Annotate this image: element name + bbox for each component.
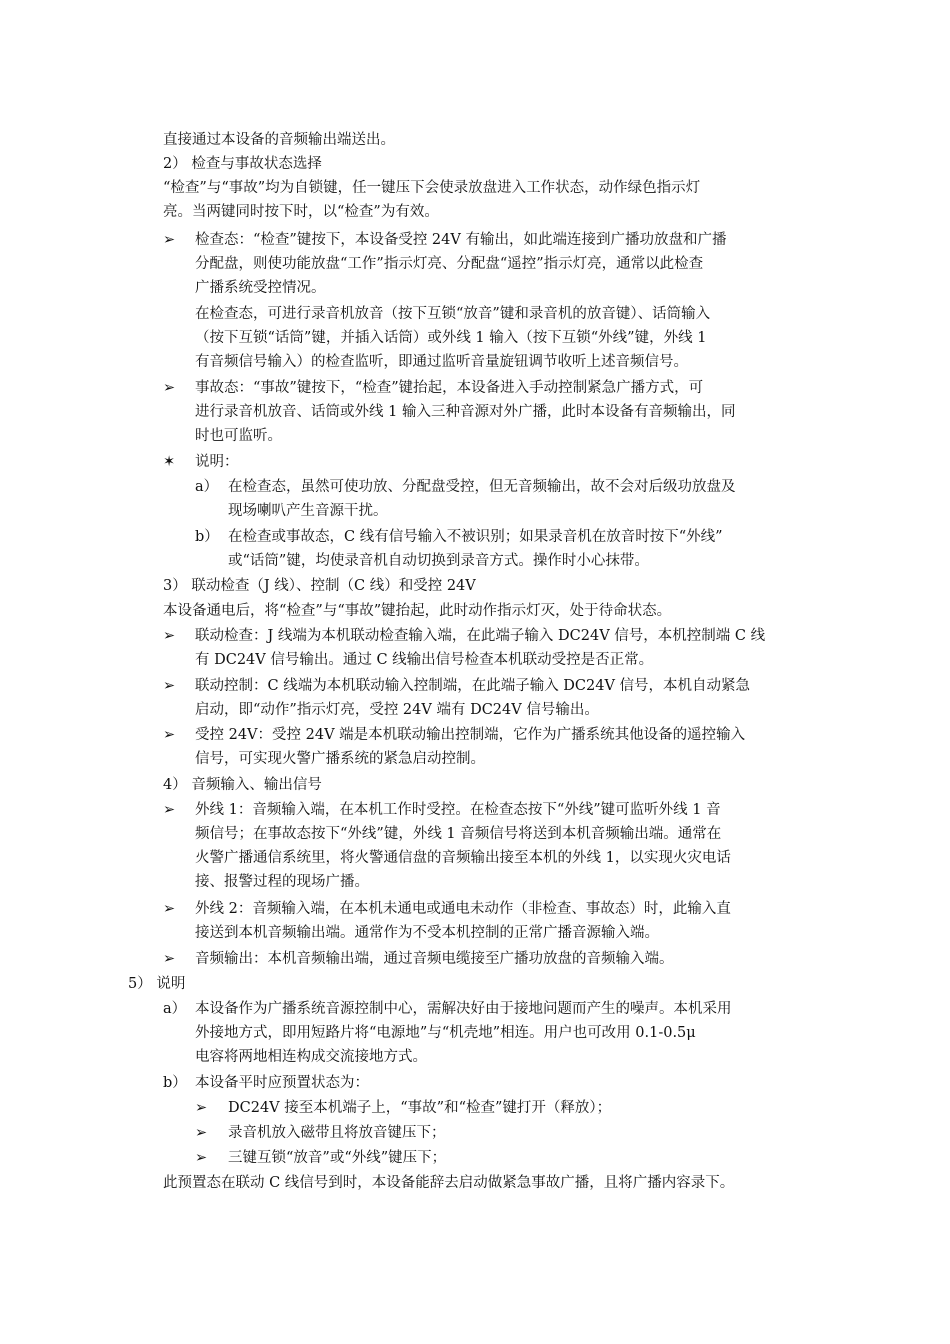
bullet-text: 信号，可实现火警广播系统的紧急启动控制。: [195, 751, 485, 767]
bullet-text: 接、报警过程的现场广播。: [195, 874, 369, 890]
list-item-text: 本设备作为广播系统音源控制中心，需解决好由于接地问题而产生的噪声。本机采用: [195, 1001, 732, 1017]
bullet-text: 录音机放入磁带且将放音键压下；: [228, 1125, 446, 1141]
bullet-arrow-icon: ➢: [195, 1100, 208, 1116]
list-marker-a: a）: [163, 1001, 187, 1017]
bullet-arrow-icon: ➢: [163, 232, 176, 248]
bullet-text: 联动控制：C 线端为本机联动输入控制端，在此端子输入 DC24V 信号，本机自动紧急: [195, 678, 751, 694]
bullet-text: 广播系统受控情况。: [195, 280, 326, 296]
paragraph-line: “检查”与“事故”均为自锁键，任一键压下会使录放盘进入工作状态，动作绿色指示灯: [163, 180, 701, 196]
section-heading-2: 2） 检查与事故状态选择: [163, 156, 322, 172]
bullet-arrow-icon: ➢: [163, 628, 176, 644]
paragraph-line: 此预置态在联动 C 线信号到时，本设备能辞去启动做紧急事故广播，且将广播内容录下。: [163, 1175, 735, 1191]
list-marker-a: a）: [195, 479, 219, 495]
bullet-text: 三键互锁“放音”或“外线”键压下；: [228, 1150, 447, 1166]
list-marker-b: b）: [163, 1075, 187, 1091]
bullet-text: 频信号；在事故态按下“外线”键，外线 1 音频信号将送到本机音频输出端。通常在: [195, 826, 722, 842]
bullet-text: 有 DC24V 信号输出。通过 C 线输出信号检查本机联动受控是否正常。: [195, 652, 654, 668]
list-item-text: 本设备平时应预置状态为：: [195, 1075, 369, 1091]
bullet-text: 音频输出：本机音频输出端，通过音频电缆接至广播功放盘的音频输入端。: [195, 951, 674, 967]
paragraph-line: 亮。当两键同时按下时，以“检查”为有效。: [163, 204, 439, 220]
section-heading-4: 4） 音频输入、输出信号: [163, 777, 322, 793]
list-item-text: 电容将两地相连构成交流接地方式。: [195, 1049, 427, 1065]
bullet-text: （按下互锁“话筒”键，并插入话筒）或外线 1 输入（按下互锁“外线”键，外线 1: [195, 330, 707, 346]
list-item-text: 在检查或事故态，C 线有信号输入不被识别；如果录音机在放音时按下“外线”: [228, 529, 723, 545]
list-marker-b: b）: [195, 529, 219, 545]
bullet-text: 进行录音机放音、话筒或外线 1 输入三种音源对外广播，此时本设备有音频输出，同: [195, 404, 736, 420]
bullet-text: 外线 1：音频输入端，在本机工作时受控。在检查态按下“外线”键可监听外线 1 音: [195, 802, 721, 818]
bullet-text: 启动，即“动作”指示灯亮，受控 24V 端有 DC24V 信号输出。: [195, 702, 599, 718]
bullet-text: 外线 2：音频输入端，在本机未通电或通电未动作（非检查、事故态）时，此输入直: [195, 901, 731, 917]
bullet-text: 联动检查：J 线端为本机联动检查输入端，在此端子输入 DC24V 信号，本机控制端 C 线: [195, 628, 766, 644]
paragraph-line: 本设备通电后，将“检查”与“事故”键抬起，此时动作指示灯灭，处于待命状态。: [163, 603, 672, 619]
list-item-text: 或“话筒”键，均使录音机自动切换到录音方式。操作时小心抹带。: [228, 553, 649, 569]
bullet-text: 在检查态，可进行录音机放音（按下互锁“放音”键和录音机的放音键）、话筒输入: [195, 306, 711, 322]
list-item-text: 外接地方式，即用短路片将“电源地”与“机壳地”相连。用户也可改用 0.1-0.5μ: [195, 1025, 696, 1041]
bullet-arrow-icon: ➢: [163, 901, 176, 917]
note-label: 说明：: [195, 454, 239, 470]
bullet-text: DC24V 接至本机端子上，“事故”和“检查”键打开（释放）；: [228, 1100, 612, 1116]
section-heading-3: 3） 联动检查（J 线）、控制（C 线）和受控 24V: [163, 578, 476, 594]
section-heading-5: 5） 说明: [128, 976, 186, 992]
bullet-text: 检查态：“检查”键按下，本设备受控 24V 有输出，如此端连接到广播功放盘和广播: [195, 232, 727, 248]
list-item-text: 现场喇叭产生音源干扰。: [228, 503, 388, 519]
bullet-arrow-icon: ➢: [163, 802, 176, 818]
bullet-text: 有音频信号输入）的检查监听，即通过监听音量旋钮调节收听上述音频信号。: [195, 354, 688, 370]
bullet-text: 时也可监听。: [195, 428, 282, 444]
bullet-text: 事故态：“事故”键按下，“检查”键抬起，本设备进入手动控制紧急广播方式，可: [195, 380, 704, 396]
bullet-arrow-icon: ➢: [163, 727, 176, 743]
note-star-icon: ✶: [163, 454, 176, 470]
bullet-text: 分配盘，则使功能放盘“工作”指示灯亮、分配盘“遥控”指示灯亮，通常以此检查: [195, 256, 704, 272]
bullet-arrow-icon: ➢: [195, 1125, 208, 1141]
bullet-arrow-icon: ➢: [195, 1150, 208, 1166]
bullet-text: 火警广播通信系统里，将火警通信盘的音频输出接至本机的外线 1，以实现火灾电话: [195, 850, 731, 866]
bullet-text: 接送到本机音频输出端。通常作为不受本机控制的正常广播音源输入端。: [195, 925, 659, 941]
bullet-arrow-icon: ➢: [163, 678, 176, 694]
paragraph-line: 直接通过本设备的音频输出端送出。: [163, 132, 395, 148]
bullet-arrow-icon: ➢: [163, 380, 176, 396]
bullet-text: 受控 24V：受控 24V 端是本机联动输出控制端，它作为广播系统其他设备的遥控输入: [195, 727, 746, 743]
list-item-text: 在检查态，虽然可使功放、分配盘受控，但无音频输出，故不会对后级功放盘及: [228, 479, 736, 495]
bullet-arrow-icon: ➢: [163, 951, 176, 967]
